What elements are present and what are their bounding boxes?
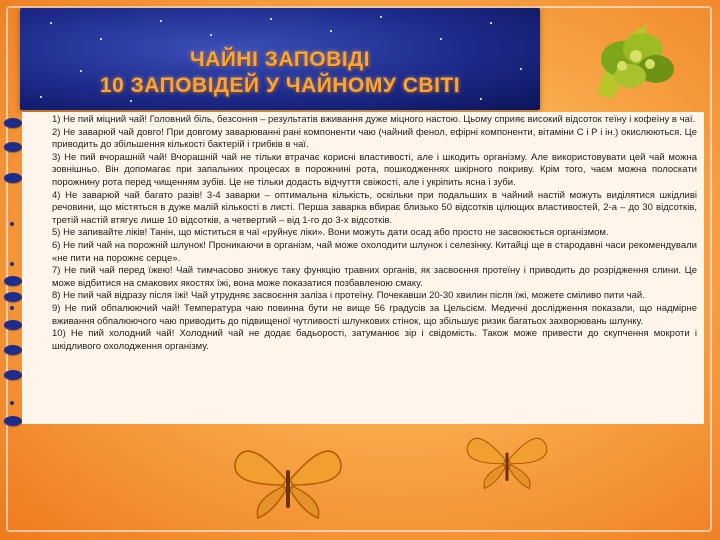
title-line-1: ЧАЙНІ ЗАПОВІДІ <box>189 48 371 71</box>
bullet-icon <box>10 262 14 266</box>
bullet-icon <box>4 173 22 183</box>
commandment-item: 1) Не пий міцний чай! Головний біль, безсоння – результатів вживання дуже міцного настою. Цьому сприяє високий відсоток теїну і кофеїну в чаї. <box>52 114 696 125</box>
butterfly-icon <box>228 440 348 520</box>
bullet-icon <box>10 306 14 310</box>
commandment-item: 10) Не пий холодний чай! Холодний чай не додає бадьорості, затуманює зір і свідомість. Також може привести до скупчення мокроти і шкідливого охолодження організму. <box>52 328 697 352</box>
bullet-icon <box>10 222 14 226</box>
bullet-icon <box>4 292 22 302</box>
title-banner <box>20 8 540 110</box>
bullet-icon <box>4 142 22 152</box>
commandment-item: 5) Не запивайте ліків! Танін, що міститься в чаї «руйнує ліки». Вони можуть дати осад або просто не засвоюється організмом. <box>52 227 609 239</box>
bullet-icon <box>4 416 22 426</box>
commandment-item: 9) Не пий обпалюючий чай! Температура чаю повинна бути не вище 56 градусів за Цельсієм. Медичні дослідження показали, що надмірне вживання обпалюючого чаю приводить до підвищеної чутливості шлункових стінок, що збільшує ризик багатьох захворювань шлунку. <box>52 302 697 327</box>
bullet-icon <box>4 345 22 355</box>
bullet-icon <box>4 118 22 128</box>
butterfly-icon <box>462 425 552 495</box>
title-line-2: 10 ЗАПОВІДЕЙ У ЧАЙНОМУ СВІТІ <box>99 74 461 97</box>
commandment-item: 6) Не пий чай на порожній шлунок! Проникаючи в організм, чай може охолодити шлунок і селезінку. Китайці ще в стародавні часи рекомендували «не пити на порожнє серце». <box>52 239 697 264</box>
tea-plant-icon <box>578 14 688 110</box>
bullet-icon <box>4 276 22 286</box>
commandment-item: 2) Не заварюй чай довго! При довгому заварюванні рані компоненти чаю (чайний фенол, ефірні компоненти, вітаміни С і Р і ін.) окислюються. Це приводить до збільшення кількості бактерій і грибків в чаї. <box>52 126 697 151</box>
commandment-item: 8) Не пий чай відразу після їжі! Чай утрудняє засвоєння заліза і протеїну. Почекавши 20-30 хвилин після їжі, можете сміливо пити чай. <box>52 290 645 302</box>
bullet-icon <box>4 370 22 380</box>
commandment-item: 3) Не пий вчорашній чай! Вчорашній чай не тільки втрачає корисні властивості, але і шкодить організму. Але використовувати цей чай можна зовнішньо. Він допомагає при запальних процесах в порожнині рота, пошкодженнях шкірного покриву. Крім того, чаєм можна полоскати порожнину рота перед чищенням зубів. Це не тільки додасть відчуття свіжості, але і укріпить ясна і зуби. <box>52 151 697 188</box>
commandment-item: 4) Не заварюй чай багато разів! 3-4 заварки – оптимальна кількість, оскільки при подальших в чайний настій можуть виділятися шкідливі речовини, що містяться в дуже малій кількості в листі. Перша заварка вбирає близько 50 відсотків цілющих властивостей, 2-а – до 30 відсотків, третій настій втягує лише 10 відсотків, а четвертий – від 1-го до 3-х відсотків. <box>52 189 697 226</box>
bullet-icon <box>4 320 22 330</box>
bullet-icon <box>10 401 14 405</box>
commandments-list <box>52 114 697 353</box>
commandment-item: 7) Не пий чай перед їжею! Чай тимчасово знижує таку функцію травних органів, як засвоєння протеїну і приводить до розрідження слини. Це може відбитися на смакових якостях їжі, вона може показатися позбавленою смаку. <box>52 265 697 289</box>
